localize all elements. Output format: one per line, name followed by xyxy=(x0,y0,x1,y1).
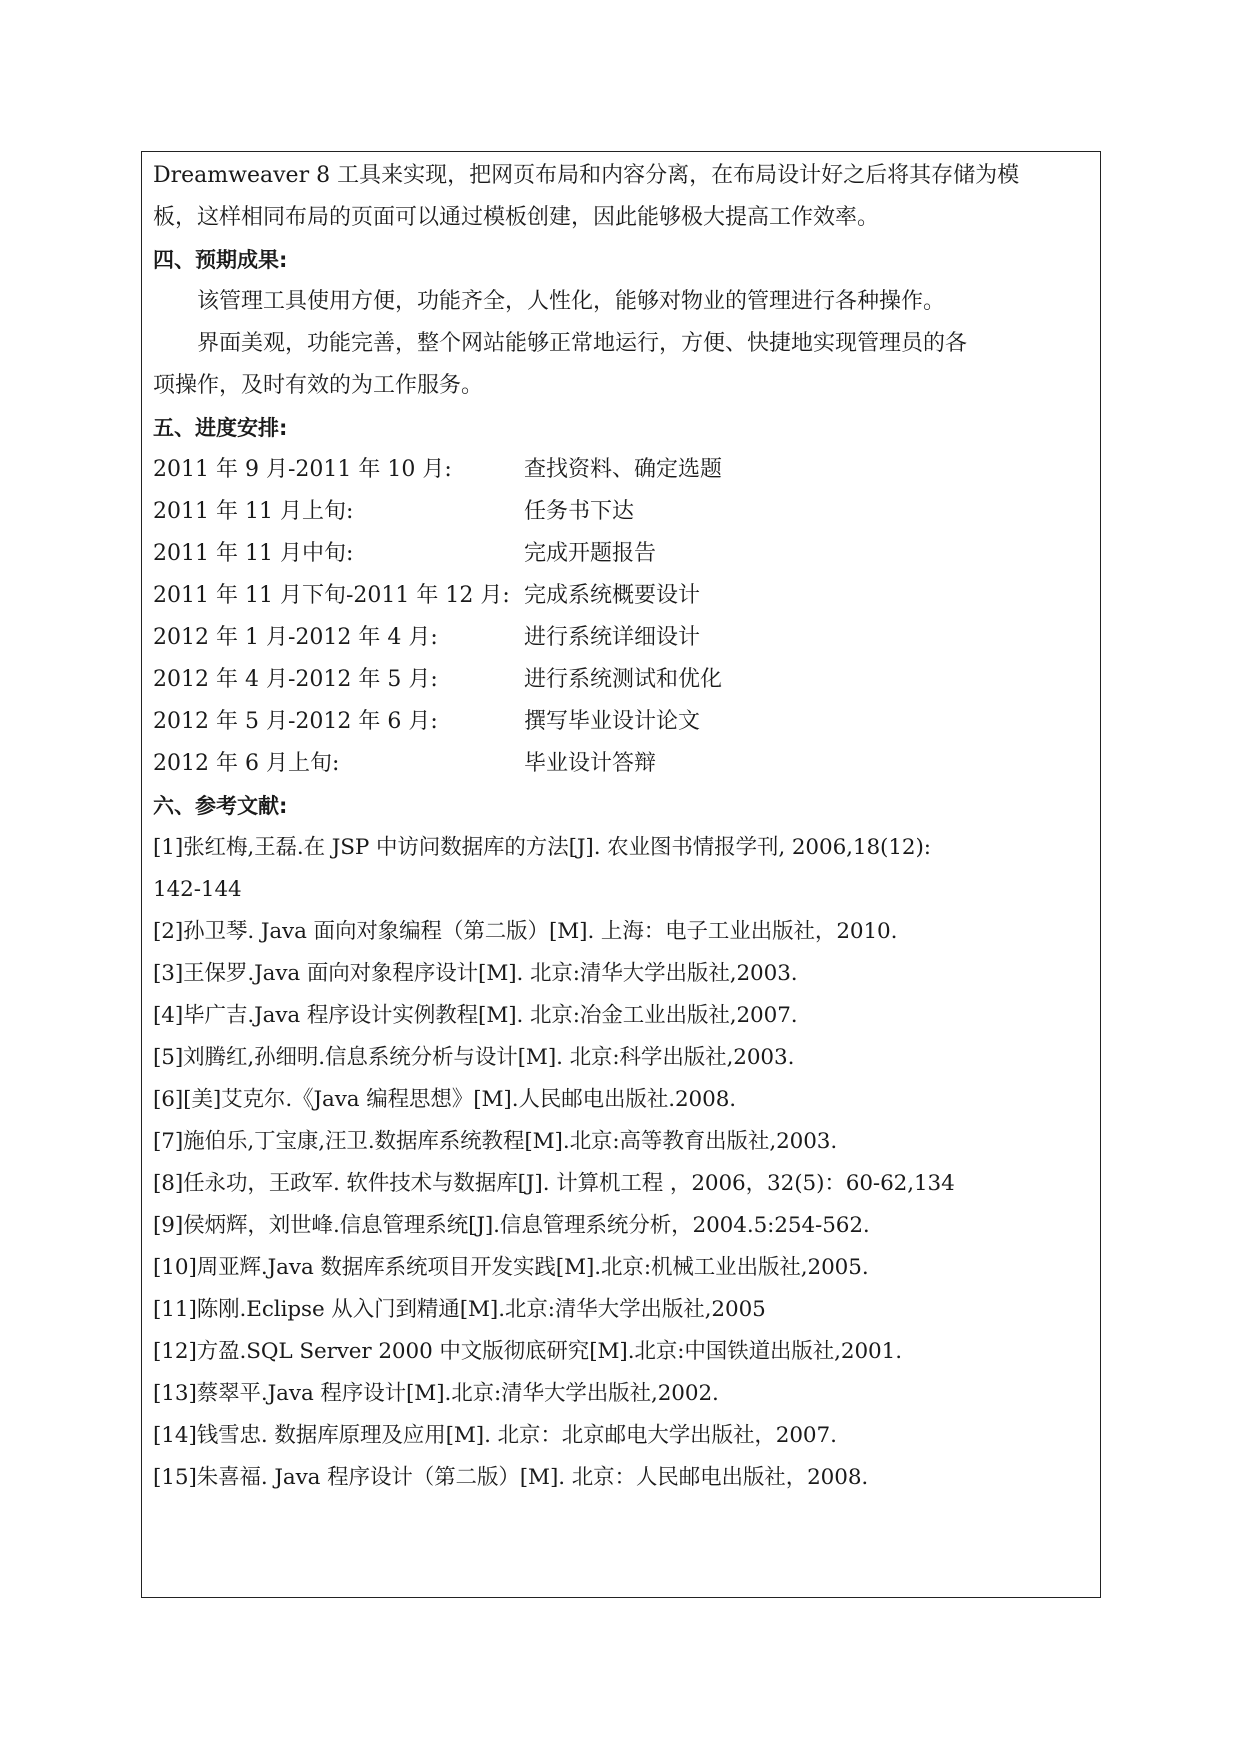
expected-results-paragraph-1: 该管理工具使用方便，功能齐全，人性化，能够对物业的管理进行各种操作。 xyxy=(197,289,946,314)
section-heading-expected-results: 四、预期成果: xyxy=(153,248,288,272)
schedule-period: 2012 年 4 月-2012 年 5 月: xyxy=(153,667,438,692)
schedule-row xyxy=(153,491,1098,533)
reference-item: [14]钱雪忠. 数据库原理及应用[M]. 北京：北京邮电大学出版社，2007. xyxy=(153,1423,837,1448)
reference-item: [12]方盈.SQL Server 2000 中文版彻底研究[M].北京:中国铁道出版社,2001. xyxy=(153,1339,902,1364)
schedule-period: 2011 年 9 月-2011 年 10 月: xyxy=(153,457,452,482)
reference-item: [9]侯炳辉，刘世峰.信息管理系统[J].信息管理系统分析，2004.5:254-562. xyxy=(153,1213,870,1238)
intro-line-2: 板，这样相同布局的页面可以通过模板创建，因此能够极大提高工作效率。 xyxy=(153,205,880,230)
schedule-row xyxy=(153,617,1098,659)
schedule-row xyxy=(153,575,1098,617)
reference-item: [2]孙卫琴. Java 面向对象编程（第二版）[M]. 上海：电子工业出版社，2010. xyxy=(153,919,898,944)
reference-item: [10]周亚辉.Java 数据库系统项目开发实践[M].北京:机械工业出版社,2005. xyxy=(153,1255,869,1280)
schedule-task: 进行系统测试和优化 xyxy=(524,667,723,692)
schedule-task: 完成开题报告 xyxy=(524,541,657,566)
reference-list xyxy=(153,827,1098,1499)
section-heading-references: 六、参考文献: xyxy=(153,794,288,818)
schedule-period: 2011 年 11 月下旬-2011 年 12 月: xyxy=(153,583,510,608)
schedule-row xyxy=(153,449,1098,491)
schedule-task: 查找资料、确定选题 xyxy=(524,457,723,482)
reference-item: [3]王保罗.Java 面向对象程序设计[M]. 北京:清华大学出版社,2003. xyxy=(153,961,798,986)
schedule-row xyxy=(153,743,1098,785)
reference-item: 142-144 xyxy=(153,877,242,902)
reference-item: [6][美]艾克尔.《Java 编程思想》[M].人民邮电出版社.2008. xyxy=(153,1087,737,1112)
schedule-task: 任务书下达 xyxy=(524,499,635,524)
reference-item: [5]刘腾红,孙细明.信息系统分析与设计[M]. 北京:科学出版社,2003. xyxy=(153,1045,795,1070)
reference-item: [8]任永功，王政军. 软件技术与数据库[J]. 计算机工程 ，2006，32(5)：60-62,134 xyxy=(153,1171,955,1196)
schedule-period: 2011 年 11 月上旬: xyxy=(153,499,354,524)
schedule-period: 2011 年 11 月中旬: xyxy=(153,541,354,566)
document-body xyxy=(153,155,1098,1499)
intro-line-1: Dreamweaver 8 工具来实现，把网页布局和内容分离，在布局设计好之后将其存储为模 xyxy=(153,163,1020,188)
reference-item: [1]张红梅,王磊.在 JSP 中访问数据库的方法[J]. 农业图书情报学刊, 2006,18(12): xyxy=(153,835,931,860)
schedule-task: 毕业设计答辩 xyxy=(524,751,657,776)
reference-item: [4]毕广吉.Java 程序设计实例教程[M]. 北京:冶金工业出版社,2007. xyxy=(153,1003,798,1028)
reference-item: [7]施伯乐,丁宝康,汪卫.数据库系统教程[M].北京:高等教育出版社,2003. xyxy=(153,1129,838,1154)
schedule-row xyxy=(153,659,1098,701)
schedule-period: 2012 年 1 月-2012 年 4 月: xyxy=(153,625,438,650)
reference-item: [11]陈刚.Eclipse 从入门到精通[M].北京:清华大学出版社,2005 xyxy=(153,1297,766,1322)
schedule-period: 2012 年 5 月-2012 年 6 月: xyxy=(153,709,438,734)
schedule-row xyxy=(153,701,1098,743)
reference-item: [13]蔡翠平.Java 程序设计[M].北京:清华大学出版社,2002. xyxy=(153,1381,719,1406)
schedule-row xyxy=(153,533,1098,575)
schedule-task: 撰写毕业设计论文 xyxy=(524,709,701,734)
expected-results-paragraph-2-line-1: 界面美观，功能完善，整个网站能够正常地运行，方便、快捷地实现管理员的各 xyxy=(197,331,968,356)
schedule-list xyxy=(153,449,1098,785)
schedule-task: 完成系统概要设计 xyxy=(524,583,701,608)
section-heading-schedule: 五、进度安排: xyxy=(153,416,288,440)
expected-results-paragraph-2-line-2: 项操作，及时有效的为工作服务。 xyxy=(153,373,484,398)
reference-item: [15]朱喜福. Java 程序设计（第二版）[M]. 北京：人民邮电出版社，2008. xyxy=(153,1465,869,1490)
schedule-period: 2012 年 6 月上旬: xyxy=(153,751,340,776)
schedule-task: 进行系统详细设计 xyxy=(524,625,701,650)
